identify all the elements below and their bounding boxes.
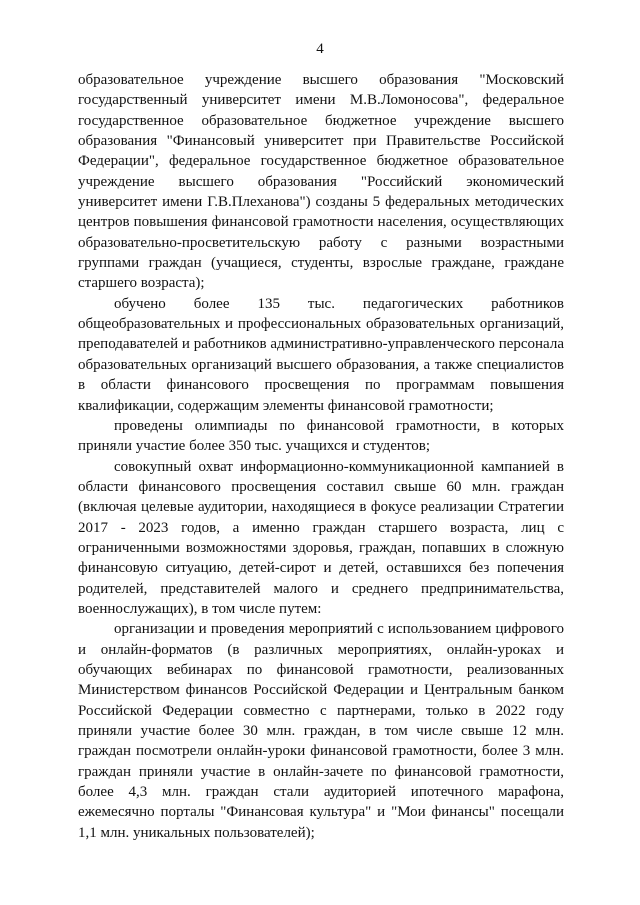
paragraph-campaign-coverage: совокупный охват информационно-коммуникационной кампанией в области финансового просвещения составил свыше 60 млн. граждан (включая целевые аудитории, находящиеся в фокусе реализации Стратегии 2017 - 2023 годов, а именно граждан старшего возраста, лиц с ограниченными возможностями здоровья, граждан, попавших в сложную финансовую ситуацию, детей-сирот и детей, оставшихся без попечения родителей, представителей малого и среднего предпринимательства, военнослужащих), в том числе путем: [78,458,564,617]
page-number: 4 [316,41,324,57]
paragraph-olympiads: проведены олимпиады по финансовой грамотности, в которых приняли участие более 350 тыс. учащихся и студентов; [78,417,564,455]
document-body [78,70,564,843]
paragraph-online-events: организации и проведения мероприятий с использованием цифрового и онлайн-форматов (в различных мероприятиях, онлайн-уроках и обучающих вебинарах по финансовой грамотности, реализованных Министерством финансов Российской Федерации и Центральным банком Российской Федерации совместно с партнерами, только в 2022 году приняли участие более 30 млн. граждан, в том числе свыше 12 млн. граждан посмотрели онлайн-уроки финансовой грамотности, более 3 млн. граждан приняли участие в онлайн-зачете по финансовой грамотности, более 4,3 млн. граждан стали аудиторией ипотечного марафона, ежемесячно порталы "Финансовая культура" и "Мои финансы" посещали 1,1 млн. уникальных пользователей); [78,621,564,841]
paragraph-training: обучено более 135 тыс. педагогических работников общеобразовательных и профессиональных образовательных организаций, преподавателей и работников административно-управленческого персонала образовательных организаций высшего образования, а также специалистов в области финансового просвещения по программам повышения квалификации, содержащим элементы финансовой грамотности; [78,295,564,414]
paragraph-continuation: образовательное учреждение высшего образования "Московский государственный университет имени М.В.Ломоносова", федеральное государственное образовательное бюджетное учреждение высшего образования "Финансовый университет при Правительстве Российской Федерации", федеральное государственное бюджетное образовательное учреждение высшего образования "Российский экономический университет имени Г.В.Плеханова") созданы 5 федеральных методических центров повышения финансовой грамотности населения, осуществляющих образовательно-просветительскую работу с разными возрастными группами граждан (учащиеся, студенты, взрослые граждане, граждане старшего возраста); [78,72,564,292]
